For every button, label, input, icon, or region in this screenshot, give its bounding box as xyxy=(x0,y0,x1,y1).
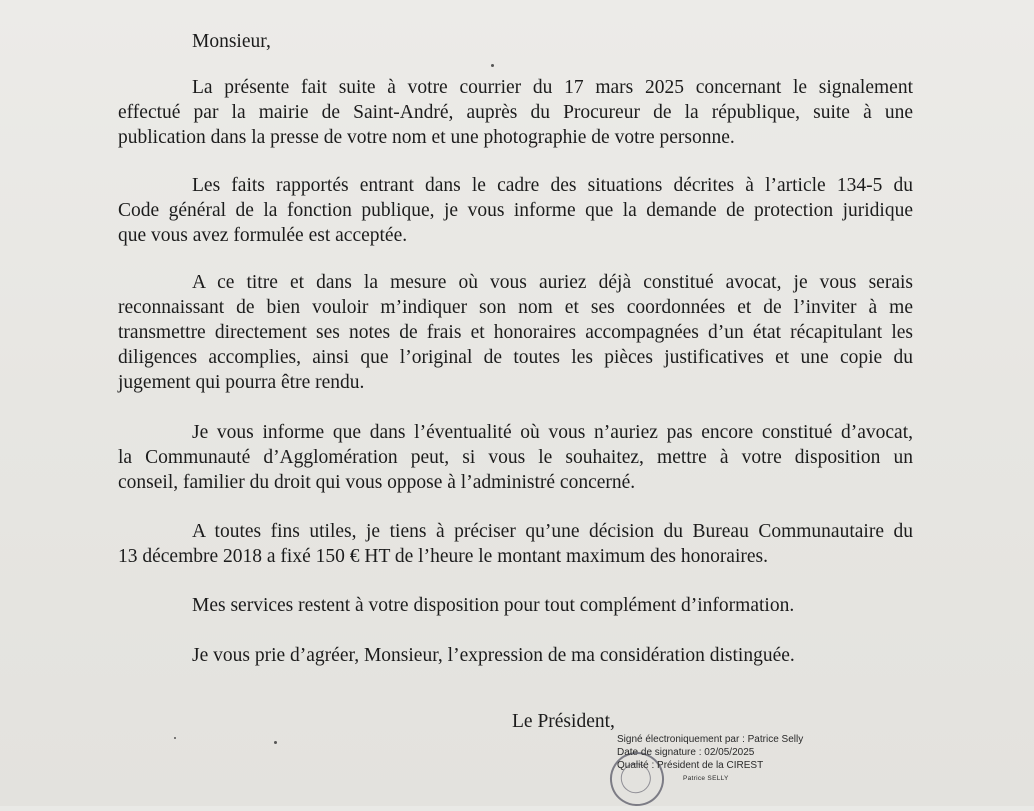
paragraph-1-line-3: publication dans la presse de votre nom et une photographie de votre personne. xyxy=(118,127,735,148)
closing-title: Le Président, xyxy=(512,711,615,732)
paragraph-3-line-4: diligences accomplies, ainsi que l’original de toutes les pièces justificatives et une copie du xyxy=(118,347,913,368)
paragraph-1-line-2: effectué par la mairie de Saint-André, auprès du Procureur de la république, suite à une xyxy=(118,102,913,123)
signature-name-small: Patrice SELLY xyxy=(683,775,729,782)
paragraph-4-line-3: conseil, familier du droit qui vous oppose à l’administré concerné. xyxy=(118,472,636,493)
signature-role: Qualité : Président de la CIREST xyxy=(617,760,764,771)
signature-signed-by: Signé électroniquement par : Patrice Selly xyxy=(617,734,804,745)
paragraph-2-line-3: que vous avez formulée est acceptée. xyxy=(118,225,408,246)
paragraph-2-line-1: Les faits rapportés entrant dans le cadre des situations décrites à l’article 134-5 du xyxy=(192,175,913,196)
paragraph-6: Mes services restent à votre disposition pour tout complément d’information. xyxy=(192,595,795,616)
paper-speck xyxy=(274,741,277,744)
signature-date: Date de signature : 02/05/2025 xyxy=(617,747,755,758)
paper-speck xyxy=(491,64,494,67)
paragraph-5-line-2: 13 décembre 2018 a fixé 150 € HT de l’heure le montant maximum des honoraires. xyxy=(118,546,768,567)
paragraph-3-line-3: transmettre directement ses notes de frais et honoraires accompagnées d’un état récapitulant les xyxy=(118,322,913,343)
paragraph-7: Je vous prie d’agréer, Monsieur, l’expression de ma considération distinguée. xyxy=(192,645,795,666)
salutation: Monsieur, xyxy=(192,31,271,52)
paragraph-1-line-1: La présente fait suite à votre courrier du 17 mars 2025 concernant le signalement xyxy=(192,77,913,98)
paragraph-4-line-2: la Communauté d’Agglomération peut, si vous le souhaitez, mettre à votre disposition un xyxy=(118,447,913,468)
electronic-signature-block xyxy=(617,733,857,785)
paper-speck xyxy=(174,737,176,739)
paragraph-3-line-1: A ce titre et dans la mesure où vous auriez déjà constitué avocat, je vous serais xyxy=(192,272,913,293)
paragraph-3-line-2: reconnaissant de bien vouloir m’indiquer son nom et ses coordonnées et de l’inviter à me xyxy=(118,297,913,318)
paragraph-5-line-1: A toutes fins utiles, je tiens à préciser qu’une décision du Bureau Communautaire du xyxy=(192,521,913,542)
paragraph-4-line-1: Je vous informe que dans l’éventualité où vous n’auriez pas encore constitué d’avocat, xyxy=(192,422,913,443)
paragraph-2-line-2: Code général de la fonction publique, je vous informe que la demande de protection juridique xyxy=(118,200,913,221)
paragraph-3-line-5: jugement qui pourra être rendu. xyxy=(118,372,365,393)
